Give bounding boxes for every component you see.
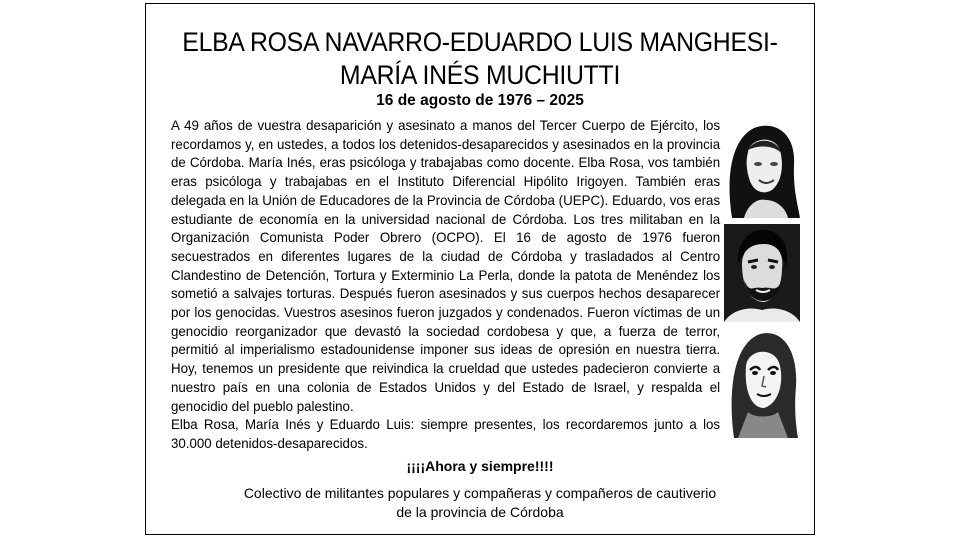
body-paragraph-2: Elba Rosa, María Inés y Eduardo Luis: siempre presentes, los recordaremos junto a los 30.000 detenidos-desaparecidos. xyxy=(171,416,721,451)
signature-line-1: Colectivo de militantes populares y compañeras y compañeros de cautiverio xyxy=(243,485,717,501)
signature xyxy=(146,484,814,522)
title-line-1: ELBA ROSA NAVARRO-EDUARDO LUIS MANGHESI- xyxy=(182,27,778,57)
notice-body xyxy=(171,116,720,453)
portrait-photo-2 xyxy=(724,224,800,322)
signature-line-2: de la provincia de Córdoba xyxy=(396,504,564,520)
portrait-photo-1 xyxy=(724,120,800,218)
notice-title xyxy=(173,26,788,92)
notice-date: 16 de agosto de 1976 – 2025 xyxy=(376,92,584,109)
title-line-2: MARÍA INÉS MUCHIUTTI xyxy=(339,60,621,90)
body-paragraph-1: A 49 años de vuestra desaparición y asesinato a manos del Tercer Cuerpo de Ejército, los recordamos y, en ustedes, a todos los detenidos-desaparecidos y asesinados en la provincia de Córdoba. María Inés, eras psicóloga y trabajabas como docente. Elba Rosa, vos también eras psicóloga y trabajabas en el Instituto Diferencial Hipólito Irigoyen. También eras delegada en la Unión de Educadores de la Provincia de Córdoba (UEPC). Eduardo, vos eras estudiante de economía en la universidad nacional de Córdoba. Los tres militaban en la Organización Comunista Poder Obrero (OCPO). El 16 de agosto de 1976 fueron secuestrados en diferentes lugares de la ciudad de Córdoba y trasladados al Centro Clandestino de Detención, Tortura y Exterminio La Perla, donde la patota de Menéndez los sometió a salvajes torturas. Después fueron asesinados y sus cuerpos hechos desaparecer por los genocidas. Vuestros asesinos fueron juzgados y condenados. Fueron víctimas de un genocidio reorganizador que devastó la sociedad cordobesa y que, a fuerza de terror, permitió al imperialismo estadounidense imponer sus ideas de opresión en nuestra tierra. Hoy, tenemos un presidente que reivindica la crueldad que ustedes padecieron convierte a nuestro país en una colonia de Estados Unidos y del Estado de Israel, y respalda el genocidio del pueblo palestino. xyxy=(171,117,721,414)
notice-frame xyxy=(145,3,815,535)
portrait-photo-3 xyxy=(724,326,800,438)
closing-cry: ¡¡¡¡Ahora y siempre!!!! xyxy=(406,458,554,474)
